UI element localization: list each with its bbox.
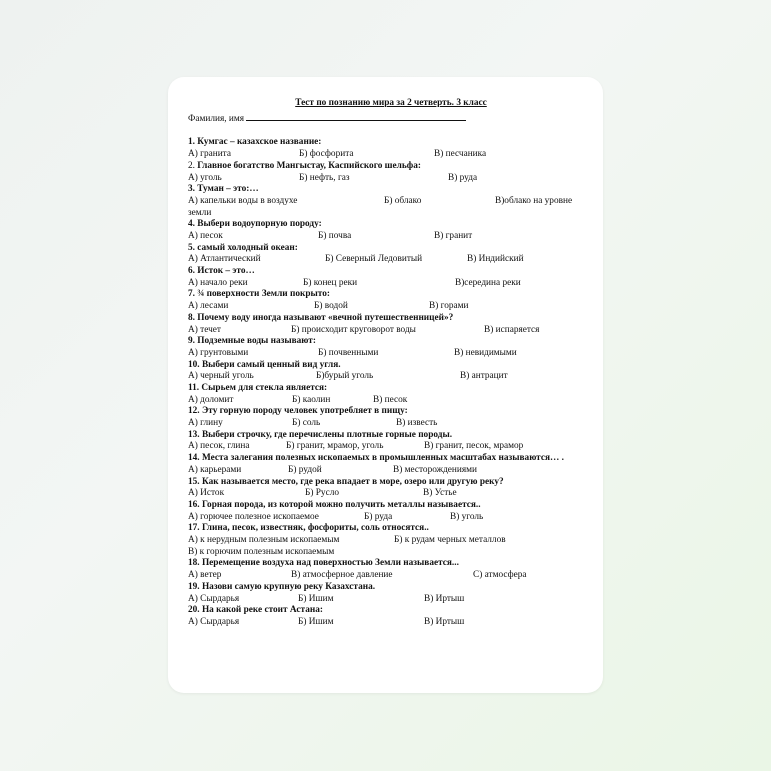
- answer-option: Б) облако: [384, 195, 422, 206]
- answer-option: А) грунтовыми: [188, 347, 249, 358]
- answer-option: Б) происходит круговорот воды: [291, 324, 416, 335]
- answer-option: А) уголь: [188, 172, 222, 183]
- answer-option: Б) водой: [314, 301, 348, 312]
- answer-option: А) карьерами: [188, 464, 242, 475]
- answer-option: Б) Русло: [305, 488, 339, 499]
- answer-option: В) Устье: [423, 488, 457, 499]
- answers-16: [188, 512, 588, 524]
- answers-4: [188, 231, 588, 243]
- answer-option: А) начало реки: [188, 277, 248, 288]
- question-7: 7. ¾ поверхности Земли покрыто:: [188, 289, 330, 300]
- answer-option: А) Сырдарья: [188, 593, 240, 604]
- answer-option: Б) к рудам черных металлов: [394, 535, 506, 546]
- answer-option: Б) Ишим: [298, 616, 334, 627]
- question-10: 10. Выбери самый ценный вид угля.: [188, 359, 341, 370]
- answer-option: Б) почва: [318, 230, 352, 241]
- answer-option: А) песок: [188, 230, 223, 241]
- answer-option: В) песок: [373, 394, 408, 405]
- answer-option: Б) соль: [292, 418, 321, 429]
- answer-option: Б) рудой: [288, 464, 322, 475]
- question-6: 6. Исток – это…: [188, 266, 255, 277]
- answers-6: [188, 278, 588, 290]
- answer-option: Б)бурый уголь: [316, 371, 374, 382]
- answer-option: В) известь: [396, 418, 438, 429]
- answer-option: Б) нефть, газ: [299, 172, 350, 183]
- answers-20: [188, 617, 588, 629]
- answer-option: А) глину: [188, 418, 223, 429]
- answer-option: В) невидимыми: [454, 347, 517, 358]
- question-12: 12. Эту горную породу человек употребляет в пищу:: [188, 406, 408, 417]
- answer-option: В) атмосферное давление: [291, 570, 393, 581]
- answer-option: Б) Северный Ледовитый: [325, 254, 423, 265]
- answer-option: Б) гранит, мрамор, уголь: [286, 441, 384, 452]
- question-11: 11. Сырьем для стекла является:: [188, 383, 328, 393]
- answer-option: Б) фосфорита: [299, 149, 354, 160]
- answer-option: Б) руда: [364, 511, 393, 522]
- question-1: 1. Кумгас – казахское название:: [188, 137, 322, 148]
- answer-option: В)середина реки: [455, 277, 521, 288]
- answer-option: В) песчаника: [434, 149, 487, 160]
- answer-option: В) к горючим полезным ископаемым: [188, 546, 335, 557]
- page-title: Тест по познанию мира за 2 четверть. 3 класс: [295, 98, 487, 108]
- question-17: 17. Глина, песок, известняк, фосфориты, соль относятся..: [188, 523, 429, 534]
- answer-option: В) Индийский: [467, 254, 524, 265]
- question-20: 20. На какой реке стоит Астана:: [188, 605, 323, 616]
- name-label: Фамилия, имя: [188, 113, 245, 124]
- document-page: [168, 77, 603, 693]
- answers-17: [188, 535, 588, 547]
- answer-option: В) гранит: [434, 230, 473, 241]
- answers-19: [188, 594, 588, 606]
- name-blank-line: [246, 112, 466, 121]
- question-2: 2. Главное богатство Мангыстау, Каспийского шельфа:: [188, 160, 421, 171]
- answers-12: [188, 418, 588, 430]
- answers-8: [188, 325, 588, 337]
- question-16: 16. Горная порода, из которой можно получить металлы называется..: [188, 499, 481, 510]
- answer-option: Б) каолин: [292, 394, 331, 405]
- answer-option: В) испаряется: [484, 324, 540, 335]
- answer-option: В) Иртыш: [424, 616, 465, 627]
- answer-option: А) черный уголь: [188, 371, 254, 382]
- answers-2: [188, 173, 588, 185]
- name-field: [188, 112, 588, 126]
- question-5: 5. самый холодный океан:: [188, 242, 298, 253]
- answers-1: [188, 149, 588, 161]
- answer-option: В) уголь: [450, 511, 484, 522]
- answer-option: В) Иртыш: [424, 593, 465, 604]
- answer-option: С) атмосфера: [473, 570, 527, 581]
- question-8: 8. Почему воду иногда называют «вечной путешественницей»?: [188, 312, 454, 323]
- answer-option: В)облако на уровне: [495, 195, 573, 206]
- question-15: 15. Как называется место, где река впадает в море, озеро или другую реку?: [188, 476, 504, 487]
- answers-18: [188, 570, 588, 582]
- answer-option: В) руда: [448, 172, 478, 183]
- answers-13: [188, 441, 588, 453]
- answer-option: В) гранит, песок, мрамор: [424, 441, 524, 452]
- answer-option: А) к нерудным полезным ископаемым: [188, 535, 340, 546]
- answer-continuation: земли: [188, 207, 212, 218]
- question-18: 18. Перемещение воздуха над поверхностью Земли называется...: [188, 558, 459, 569]
- answer-option: А) течет: [188, 324, 221, 335]
- answers-10: [188, 371, 588, 383]
- answer-option: А) ветер: [188, 570, 222, 581]
- answer-option: А) доломит: [188, 394, 234, 405]
- question-13: 13. Выбери строчку, где перечислены плотные горные породы.: [188, 429, 453, 440]
- test-content: [188, 98, 588, 629]
- answer-option: А) Исток: [188, 488, 225, 499]
- answers-5: [188, 254, 588, 266]
- question-19: 19. Назови самую крупную реку Казахстана.: [188, 581, 376, 592]
- answer-option: В) антрацит: [460, 371, 508, 382]
- answers-14: [188, 465, 588, 477]
- answer-option: А) Сырдарья: [188, 616, 240, 627]
- answers-9: [188, 348, 588, 360]
- answers-11: [188, 395, 588, 407]
- question-4: 4. Выбери водоупорную породу:: [188, 219, 322, 230]
- answer-option: В) месторождениями: [393, 464, 478, 475]
- answer-option: Б) Ишим: [298, 593, 334, 604]
- answers-17-line2: [188, 547, 588, 559]
- answers-7: [188, 301, 588, 313]
- answer-option: В) горами: [429, 301, 469, 312]
- answer-option: Б) конец реки: [303, 277, 358, 288]
- answer-option: А) капельки воды в воздухе: [188, 195, 298, 206]
- question-9: 9. Подземные воды называют:: [188, 336, 316, 347]
- answer-option: А) Атлантический: [188, 254, 261, 265]
- answers-15: [188, 488, 588, 500]
- question-3: 3. Туман – это:…: [188, 184, 259, 195]
- question-14: 14. Места залегания полезных ископаемых в промышленных масштабах называются… .: [188, 453, 564, 464]
- answer-option: Б) почвенными: [318, 347, 379, 358]
- answer-option: А) горючее полезное ископаемое: [188, 511, 319, 522]
- answers-3: [188, 196, 588, 208]
- answer-option: А) гранита: [188, 149, 231, 160]
- answer-option: А) песок, глина: [188, 441, 250, 452]
- answer-option: А) лесами: [188, 301, 229, 312]
